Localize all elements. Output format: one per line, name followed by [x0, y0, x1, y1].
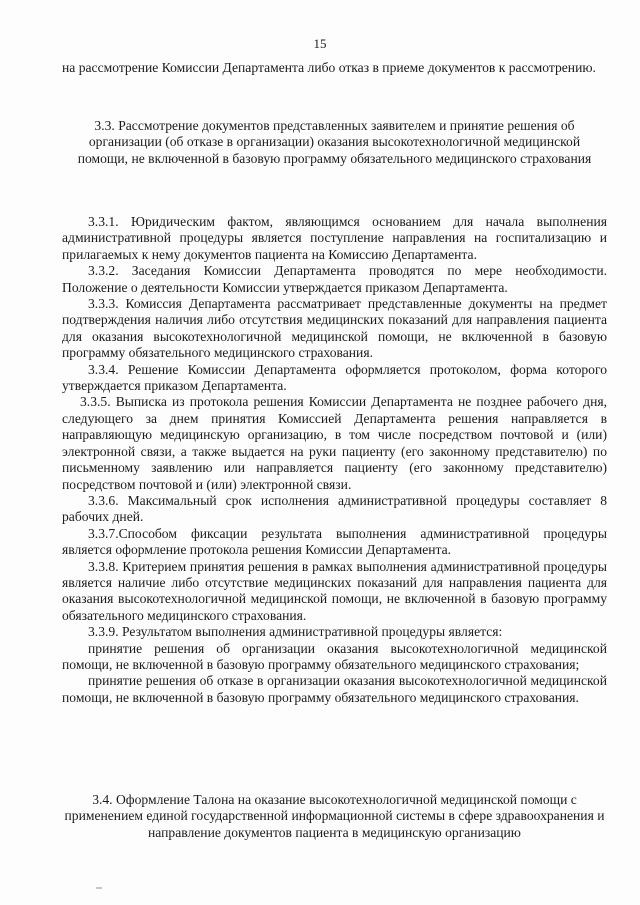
section-3-3-body: [62, 214, 607, 706]
paragraph-3-3-3: 3.3.3. Комиссия Департамента рассматривает представленные документы на предмет подтверждения наличия либо отсутствия медицинских показаний для направления пациента для оказания высокотехнологичной медицинской помощи, не включенной в базовую программу обязательного медицинского страхования.: [62, 296, 607, 361]
paragraph-3-3-2: 3.3.2. Заседания Комиссии Департамента проводятся по мере необходимости. Положение о деятельности Комиссии утверждается приказом Департамента.: [62, 263, 607, 295]
result-item-approve: принятие решения об организации оказания высокотехнологичной медицинской помощи, не включенной в базовую программу обязательного медицинского страхования;: [62, 640, 607, 672]
scan-artifact: [96, 887, 102, 889]
intro-block: [62, 60, 607, 76]
section-3-3-heading: 3.3. Рассмотрение документов представленных заявителем и принятие решения об организации (об отказе в организации) оказания высокотехнологичной медицинской помощи, не включенной в базовую программу обязательного медицинского страхования: [77, 118, 592, 166]
paragraph-3-3-4: 3.3.4. Решение Комиссии Департамента оформляется протоколом, форма которого утверждается приказом Департамента.: [62, 361, 607, 394]
section-3-4-heading: 3.4. Оформление Талона на оказание высокотехнологичной медицинской помощи с применением единой государственной информационной системы в сфере здравоохранения и направление документов пациента в медицинскую организацию: [64, 792, 605, 840]
page-number: 15: [313, 36, 327, 51]
paragraph-3-3-6: 3.3.6. Максимальный срок исполнения административной процедуры составляет 8 рабочих дней.: [62, 492, 607, 525]
paragraph-3-3-7: 3.3.7.Способом фиксации результата выполнения административной процедуры является оформление протокола решения Комиссии Департамента.: [62, 525, 607, 558]
paragraph-3-3-9: 3.3.9. Результатом выполнения административной процедуры является:: [88, 624, 503, 640]
intro-paragraph: на рассмотрение Комиссии Департамента либо отказ в приеме документов к рассмотрению.: [62, 60, 596, 75]
section-3-4-heading-block: [62, 792, 607, 841]
section-3-3-heading-block: [62, 118, 607, 167]
result-item-refuse: принятие решения об отказе в организации оказания высокотехнологичной медицинской помощи, не включенной в базовую программу обязательного медицинского страхования.: [62, 673, 607, 705]
paragraph-3-3-1: 3.3.1. Юридическим фактом, являющимся основанием для начала выполнения административной процедуры является поступление направления на госпитализацию и прилагаемых к нему документов пациента на Комиссию Департамента.: [62, 214, 607, 262]
paragraph-3-3-8: 3.3.8. Критерием принятия решения в рамках выполнения административной процедуры является наличие либо отсутствие медицинских показаний для направления пациента для оказания высокотехнологичной медицинской помощи, не включенной в базовую программу обязательного медицинского страхования.: [62, 558, 607, 623]
paragraph-3-3-5: 3.3.5. Выписка из протокола решения Комиссии Департамента не позднее рабочего дня, следующего за днем принятия Комиссией Департамента решения направляется в направляющую медицинскую организацию, в том числе посредством почтовой и (или) электронной связи, а также выдается на руки пациенту (его законному представителю) по письменному заявлению или направляется пациенту (его законному представителю) посредством почтовой и (или) электронной связи.: [62, 394, 607, 492]
